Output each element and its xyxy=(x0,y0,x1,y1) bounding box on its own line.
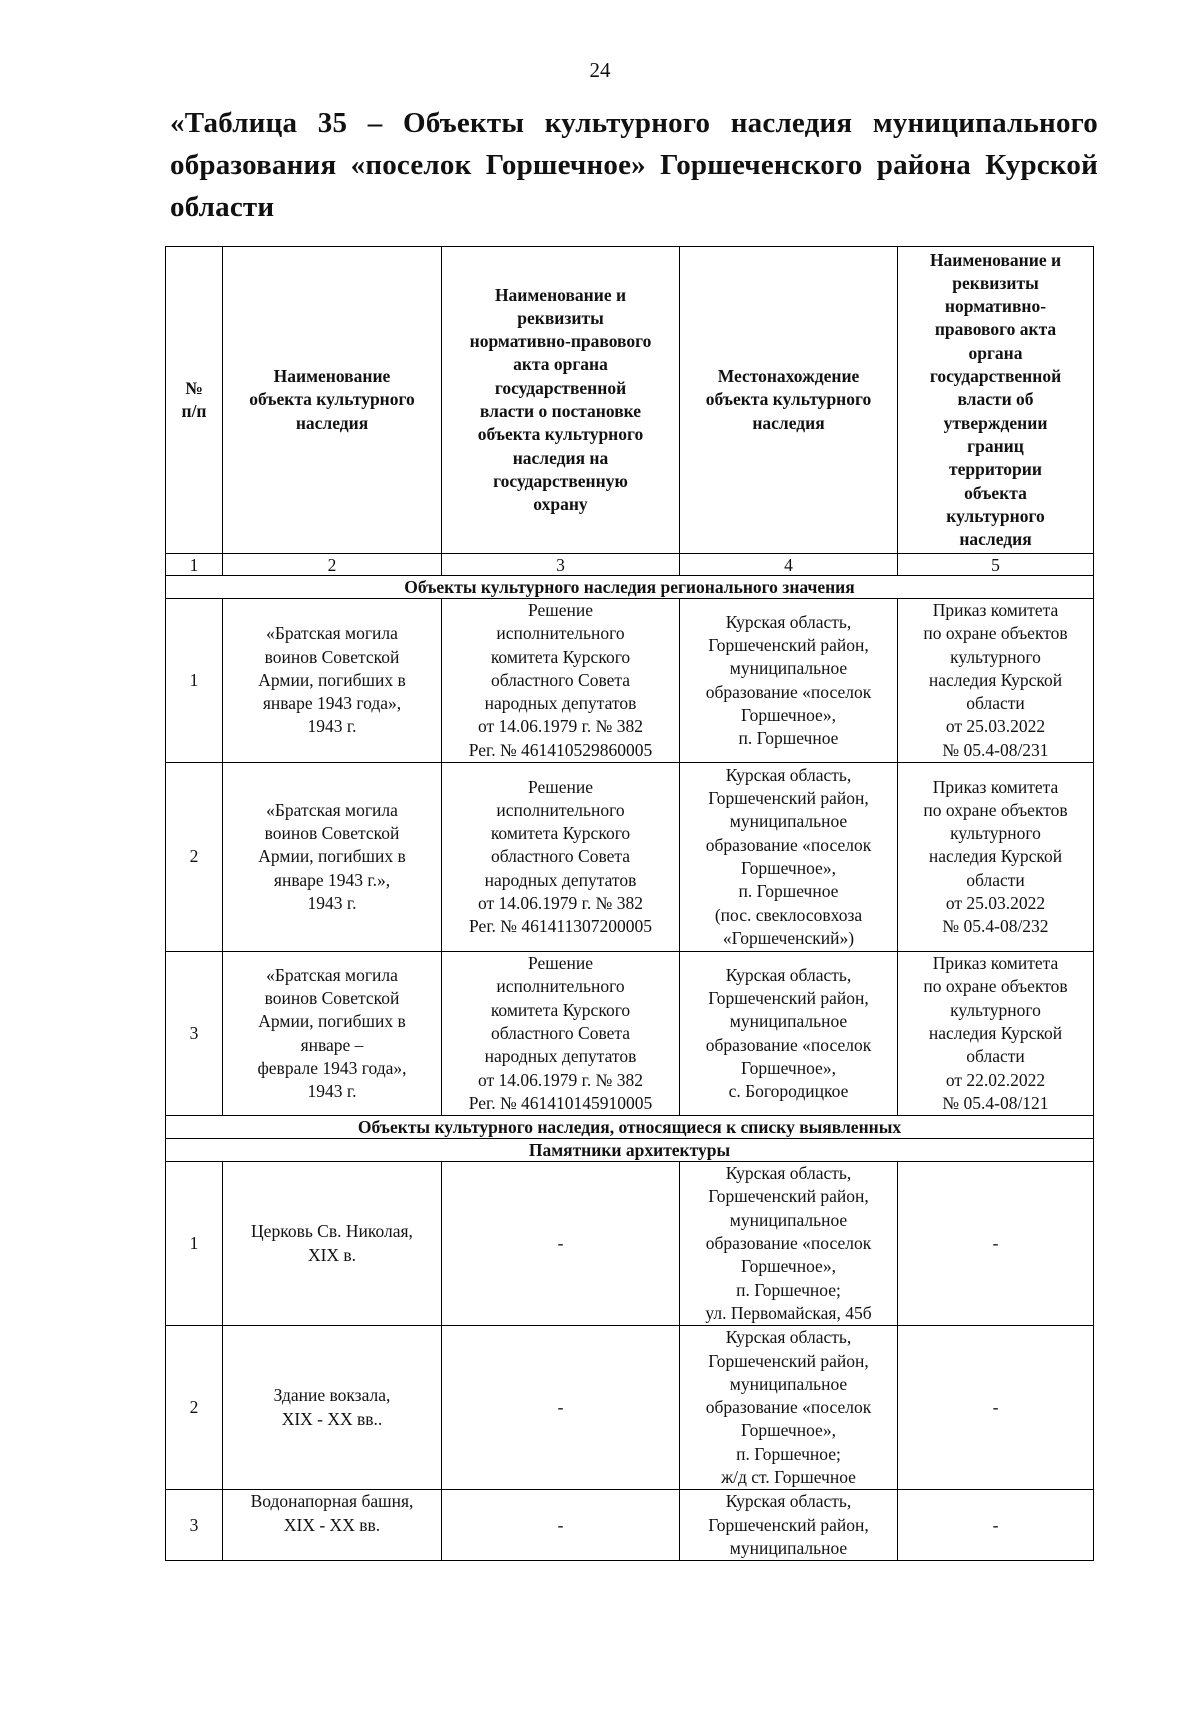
protection-act-cell: - xyxy=(442,1490,680,1561)
boundaries-act-cell: - xyxy=(898,1326,1094,1490)
table-row xyxy=(166,952,1094,1116)
row-number: 2 xyxy=(166,763,223,952)
boundaries-act-cell: Приказ комитета по охране объектов культурного наследия Курской области от 25.03.2022 № 05.4-08/232 xyxy=(898,763,1094,952)
header-location: Местонахождение объекта культурного наследия xyxy=(680,247,898,554)
boundaries-act-cell: Приказ комитета по охране объектов культурного наследия Курской области от 22.02.2022 № 05.4-08/121 xyxy=(898,952,1094,1116)
location-cell: Курская область, Горшеченский район, муниципальное xyxy=(680,1490,898,1561)
object-name-cell: «Братская могила воинов Советской Армии, погибших в январе 1943 года», 1943 г. xyxy=(223,599,442,763)
row-number: 3 xyxy=(166,952,223,1116)
header-boundaries-act: Наименование и реквизиты нормативно- правового акта органа государственной власти об утверждении границ территории объекта культурного наследия xyxy=(898,247,1094,554)
column-number: 3 xyxy=(442,554,680,576)
table-title: «Таблица 35 – Объекты культурного наследия муниципального образования «поселок Горшечное» Горшеченского района Курской области xyxy=(170,107,1098,223)
table-header-row xyxy=(166,247,1094,554)
section-heading-regional: Объекты культурного наследия регионального значения xyxy=(166,576,1094,599)
location-cell: Курская область, Горшеченский район, муниципальное образование «поселок Горшечное», п. Горшечное xyxy=(680,599,898,763)
table-row xyxy=(166,1162,1094,1326)
header-object-name: Наименование объекта культурного наследия xyxy=(223,247,442,554)
section-row-regional xyxy=(166,576,1094,599)
column-number: 5 xyxy=(898,554,1094,576)
table-row xyxy=(166,599,1094,763)
object-name-cell: Водонапорная башня, XIX - XX вв. xyxy=(223,1490,442,1561)
boundaries-act-cell: - xyxy=(898,1490,1094,1561)
section-heading-identified: Объекты культурного наследия, относящиеся к списку выявленных xyxy=(166,1116,1094,1139)
protection-act-cell: Решение исполнительного комитета Курского областного Совета народных депутатов от 14.06.1979 г. № 382 Рег. № 461410529860005 xyxy=(442,599,680,763)
object-name-cell: Здание вокзала, XIX - XX вв.. xyxy=(223,1326,442,1490)
row-number: 1 xyxy=(166,599,223,763)
column-number: 4 xyxy=(680,554,898,576)
header-protection-act: Наименование и реквизиты нормативно-правового акта органа государственной власти о постановке объекта культурного наследия на государственную охрану xyxy=(442,247,680,554)
boundaries-act-cell: - xyxy=(898,1162,1094,1326)
protection-act-cell: - xyxy=(442,1326,680,1490)
table-row xyxy=(166,763,1094,952)
object-name-cell: «Братская могила воинов Советской Армии, погибших в январе 1943 г.», 1943 г. xyxy=(223,763,442,952)
subsection-row-architecture xyxy=(166,1139,1094,1162)
location-cell: Курская область, Горшеченский район, муниципальное образование «поселок Горшечное», п. Горшечное; ж/д ст. Горшечное xyxy=(680,1326,898,1490)
protection-act-cell: Решение исполнительного комитета Курского областного Совета народных депутатов от 14.06.1979 г. № 382 Рег. № 461410145910005 xyxy=(442,952,680,1116)
object-name-cell: «Братская могила воинов Советской Армии, погибших в январе – феврале 1943 года», 1943 г. xyxy=(223,952,442,1116)
row-number: 3 xyxy=(166,1490,223,1561)
column-number: 1 xyxy=(166,554,223,576)
protection-act-cell: Решение исполнительного комитета Курского областного Совета народных депутатов от 14.06.1979 г. № 382 Рег. № 461411307200005 xyxy=(442,763,680,952)
page-number: 24 xyxy=(589,58,611,82)
location-cell: Курская область, Горшеченский район, муниципальное образование «поселок Горшечное», с. Богородицкое xyxy=(680,952,898,1116)
column-number: 2 xyxy=(223,554,442,576)
section-row-identified xyxy=(166,1116,1094,1139)
heritage-objects-table xyxy=(165,246,1094,1561)
column-numbers-row xyxy=(166,554,1094,576)
object-name-cell: Церковь Св. Николая, XIX в. xyxy=(223,1162,442,1326)
location-cell: Курская область, Горшеченский район, муниципальное образование «поселок Горшечное», п. Горшечное; ул. Первомайская, 45б xyxy=(680,1162,898,1326)
location-cell: Курская область, Горшеченский район, муниципальное образование «поселок Горшечное», п. Горшечное (пос. свеклосовхоза «Горшеченский») xyxy=(680,763,898,952)
subsection-heading-architecture: Памятники архитектуры xyxy=(166,1139,1094,1162)
protection-act-cell: - xyxy=(442,1162,680,1326)
row-number: 1 xyxy=(166,1162,223,1326)
table-row xyxy=(166,1490,1094,1561)
row-number: 2 xyxy=(166,1326,223,1490)
boundaries-act-cell: Приказ комитета по охране объектов культурного наследия Курской области от 25.03.2022 № 05.4-08/231 xyxy=(898,599,1094,763)
table-row xyxy=(166,1326,1094,1490)
header-number: № п/п xyxy=(166,247,223,554)
